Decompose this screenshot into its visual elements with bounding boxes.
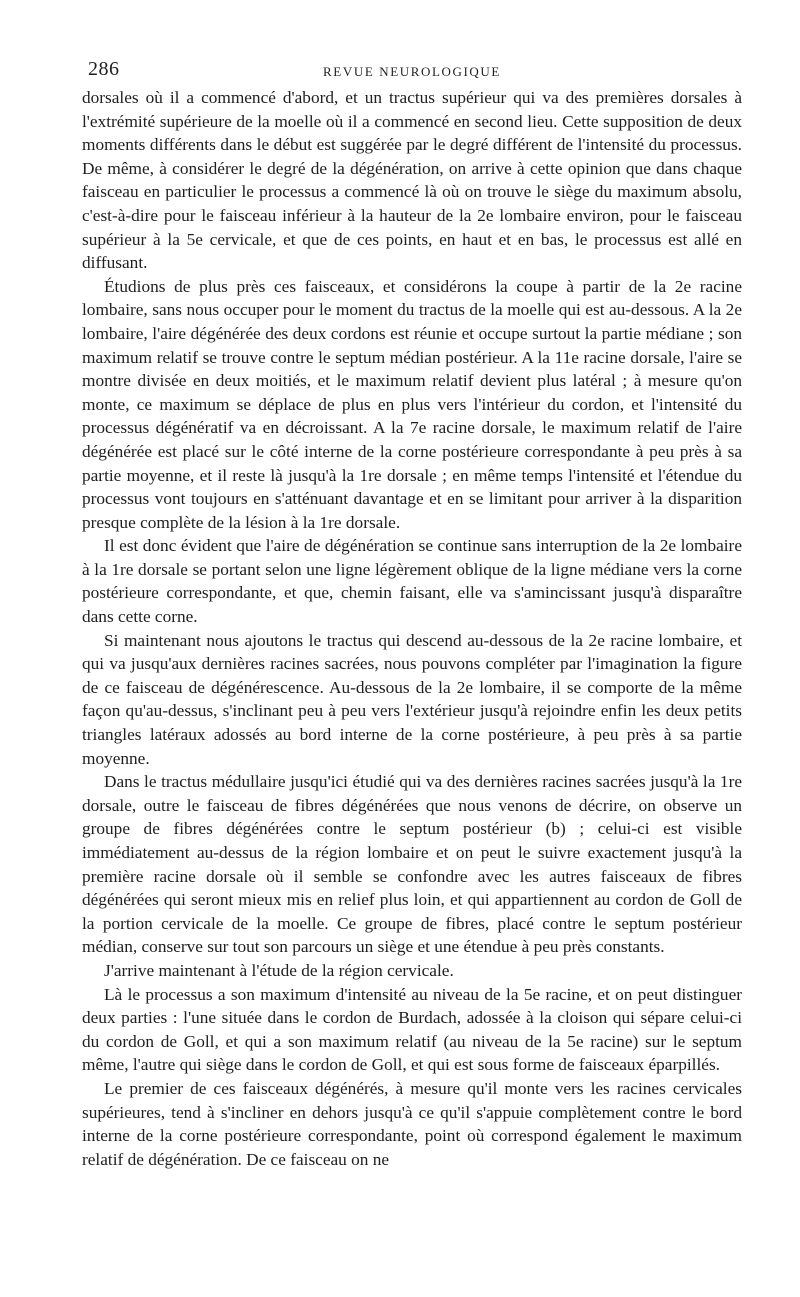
article-body [82,86,742,1171]
paragraph: J'arrive maintenant à l'étude de la région cervicale. [104,960,454,980]
page [82,52,742,1171]
paragraph: Dans le tractus médullaire jusqu'ici étudié qui va des dernières racines sacrées jusqu'à la 1re dorsale, outre le faisceau de fibres dégénérées que nous venons de décrire, on observe un groupe de fibres dégénérées contre le septum postérieur (b) ; celui-ci est visible immédiatement au-dessus de la région lombaire et on peut le suivre exactement jusqu'à la première racine dorsale où il semble se confondre avec les autres faisceaux de fibres dégénérées qui seront mieux mis en relief plus loin, et qui appartiennent au cordon de Goll de la portion cervicale de la moelle. Ce groupe de fibres, placé contre le septum postérieur médian, conserve sur tout son parcours un siège et une étendue à peu près constants. [82,772,742,957]
paragraph: Si maintenant nous ajoutons le tractus qui descend au-dessous de la 2e racine lombaire, et qui va jusqu'aux dernières racines sacrées, nous pouvons compléter par l'imagination la figure de ce faisceau de dégénérescence. Au-dessous de la 2e lombaire, il se comporte de la même façon qu'au-dessus, s'inclinant peu à peu vers l'extérieur jusqu'à rejoindre enfin les deux petits triangles latéraux adossés au bord interne de la corne postérieure, à peu près à sa partie moyenne. [82,630,742,768]
paragraph: Étudions de plus près ces faisceaux, et considérons la coupe à partir de la 2e racine lombaire, sans nous occuper pour le moment du tractus de la moelle qui est au-dessous. A la 2e lombaire, l'aire dégénérée des deux cordons est réunie et occupe surtout la partie médiane ; son maximum relatif se trouve contre le septum médian postérieur. A la 11e racine dorsale, l'aire se montre divisée en deux moitiés, et le maximum relatif devient plus latéral ; à mesure qu'on monte, ce maximum se déplace de plus en plus vers l'intérieur du cordon, et l'intensité du processus dégénératif va en décroissant. A la 7e racine dorsale, le maximum relatif de l'aire dégénérée est placé sur le côté interne de la corne postérieure correspondante à peu près à sa partie moyenne, et il reste là jusqu'à la 1re dorsale ; en même temps l'intensité et l'étendue du processus vont toujours en s'atténuant davantage et en se limitant pour arriver à la disparition presque complète de la lésion à la 1re dorsale. [82,276,742,532]
paragraph: Là le processus a son maximum d'intensité au niveau de la 5e racine, et on peut distinguer deux parties : l'une située dans le cordon de Burdach, adossée à la cloison qui sépare celui-ci du cordon de Goll, et qui a son maximum relatif (au niveau de la 5e racine) sur le septum même, l'autre qui siège dans le cordon de Goll, et qui est sous forme de faisceaux éparpillés. [82,984,742,1075]
journal-title: REVUE NEUROLOGIQUE [323,64,501,79]
paragraph: dorsales où il a commencé d'abord, et un tractus supérieur qui va des premières dorsales à l'extrémité supérieure de la moelle où il a commencé en second lieu. Cette supposition de deux moments différents dans le début est suggérée par le degré différent de l'intensité du processus. De même, à considérer le degré de la dégénération, on arrive à cette opinion que dans chaque faisceau en particulier le processus a commencé là où on trouve le siège du maximum absolu, c'est-à-dire pour le faisceau inférieur à la hauteur de la 2e lombaire environ, pour le faisceau supérieur à la 5e cervicale, et que de ces points, en haut et en bas, le processus est allé en diffusant. [82,88,742,273]
page-number: 286 [88,58,120,80]
running-header [82,52,742,86]
paragraph: Il est donc évident que l'aire de dégénération se continue sans interruption de la 2e lombaire à la 1re dorsale se portant selon une ligne légèrement oblique de la ligne médiane vers la corne postérieure correspondante, et que, chemin faisant, elle va s'amincissant jusqu'à disparaître dans cette corne. [82,536,742,627]
paragraph: Le premier de ces faisceaux dégénérés, à mesure qu'il monte vers les racines cervicales supérieures, tend à s'incliner en dehors jusqu'à ce qu'il s'appuie complètement contre le bord interne de la corne postérieure correspondante, point où correspond également le maximum relatif de dégénération. De ce faisceau on ne [82,1078,742,1169]
